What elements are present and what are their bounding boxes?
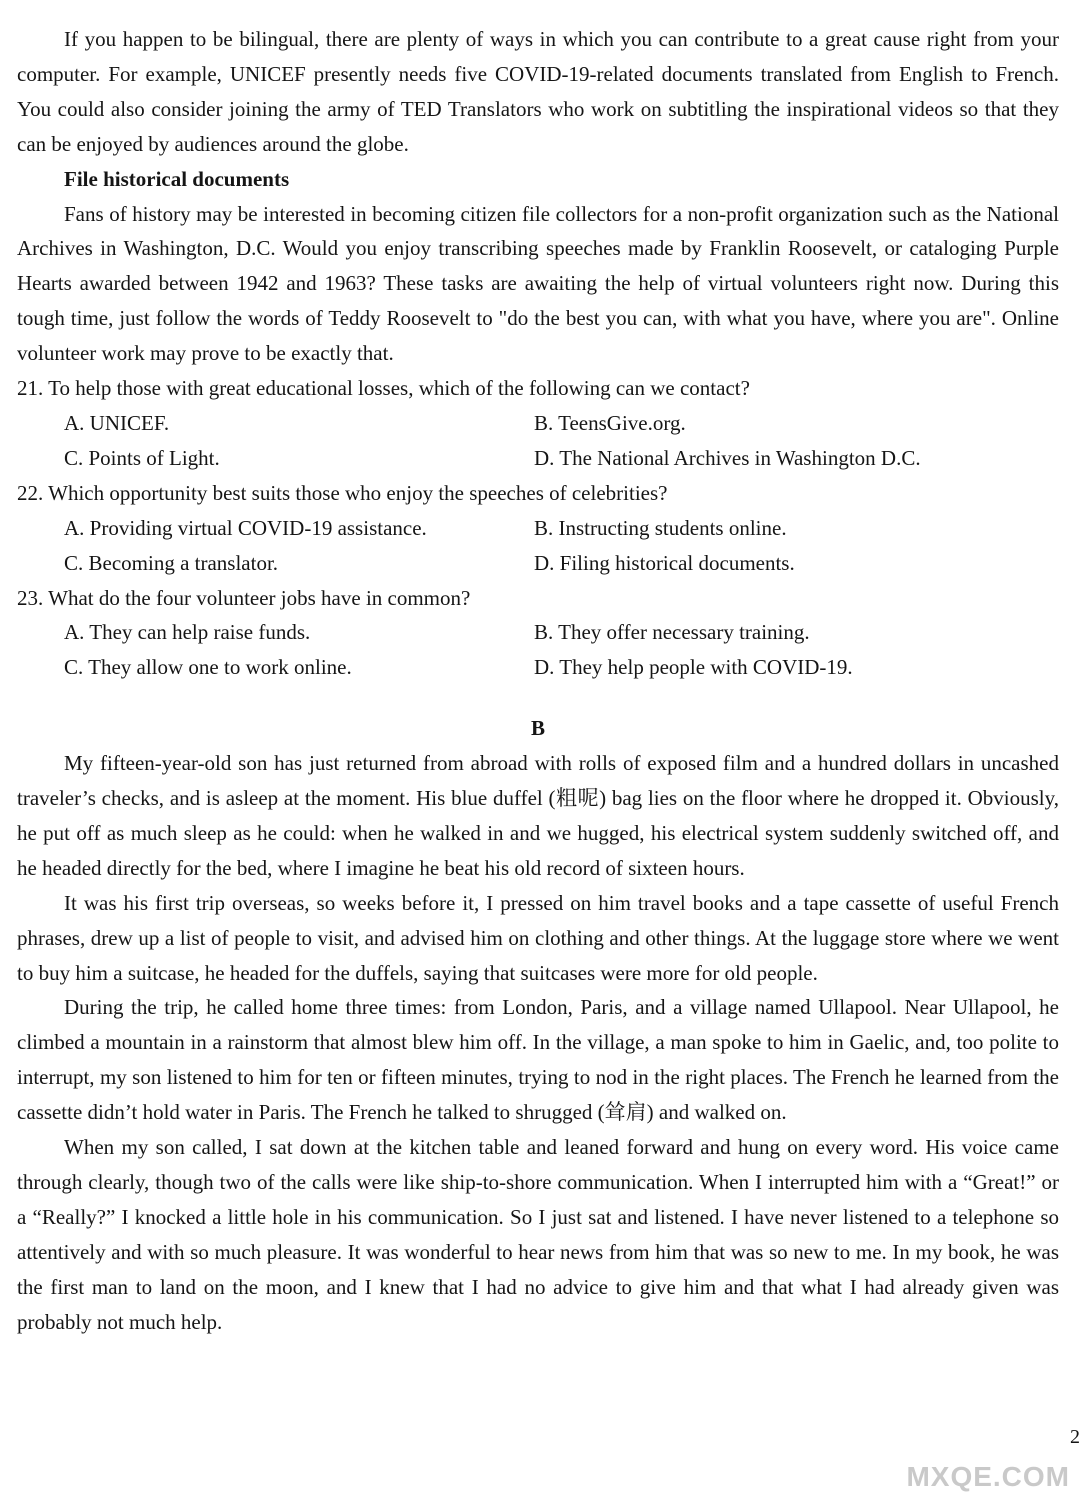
section-b-heading: B [530,716,545,741]
option-row [17,441,1059,476]
page-content [17,22,1059,1340]
paragraph-b-1: My fifteen-year-old son has just returned from abroad with rolls of exposed film and a hundred dollars in uncashed traveler’s checks, and is asleep at the moment. His blue duffel (粗呢) bag lies on the floor where he dropped it. Obviously, he put off as much sleep as he could: when he walked in and we hugged, his electrical system suddenly switched off, and he headed directly for the bed, where I imagine he beat his old record of sixteen hours. [17,751,1059,880]
paragraph-b-3: During the trip, he called home three times: from London, Paris, and a village named Ullapool. Near Ullapool, he climbed a mountain in a rainstorm that almost blew him off. In the village, a man spoke to him in Gaelic, and, too polite to interrupt, my son listened to him for ten or fifteen minutes, trying to nod in the right places. The French he learned from the cassette didn’t hold water in Paris. The French he talked to shrugged (耸肩) and walked on. [17,995,1059,1125]
option-row [17,546,1059,581]
question-21 [17,371,1059,476]
question-stem: 21. To help those with great educational losses, which of the following can we contact? [17,376,750,401]
option-c: C. Points of Light. [64,445,220,470]
page-number: 2 [1070,1426,1080,1449]
question-23 [17,581,1059,686]
paragraph-b-4: When my son called, I sat down at the kitchen table and leaned forward and hung on every word. His voice came through clearly, though two of the calls were like ship-to-shore communication. When I interrupted him with a “Great!” or a “Really?” I knocked a little hole in his communication. So I just sat and listened. I have never listened to a telephone so attentively and with so much pleasure. It was wonderful to hear news from him that was so new to me. In my book, he was the first man to land on the moon, and I knew that I had no advice to give him and that what I had already given was probably not much help. [17,1135,1059,1334]
paragraph-file-documents: Fans of history may be interested in becoming citizen file collectors for a non-profit organization such as the National Archives in Washington, D.C. Would you enjoy transcribing speeches made by Franklin Roosevelt, or cataloging Purple Hearts awarded between 1942 and 1963? These tasks are awaiting the help of virtual volunteers right now. During this tough time, just follow the words of Teddy Roosevelt to "do the best you can, with what you have, where you are". Online volunteer work may prove to be exactly that. [17,201,1059,366]
option-c: C. They allow one to work online. [64,655,352,680]
option-row [17,406,1059,441]
option-b: B. TeensGive.org. [534,410,686,435]
option-c: C. Becoming a translator. [64,550,279,575]
heading-file-historical-documents: File historical documents [64,166,290,191]
option-a: A. Providing virtual COVID-19 assistance. [64,515,427,540]
option-a: A. UNICEF. [64,410,170,435]
option-d: D. The National Archives in Washington D.C. [534,445,921,470]
question-22 [17,476,1059,581]
site-watermark: MXQE.COM [906,1461,1070,1493]
paragraph-b-2: It was his first trip overseas, so weeks before it, I pressed on him travel books and a tape cassette of useful French phrases, drew up a list of people to visit, and advised him on clothing and other things. At the luggage store where we went to buy him a suitcase, he headed for the duffels, saying that suitcases were more for old people. [17,890,1059,985]
option-row [17,650,1059,685]
question-stem: 22. Which opportunity best suits those who enjoy the speeches of celebrities? [17,480,668,505]
option-b: B. Instructing students online. [534,515,787,540]
option-d: D. They help people with COVID-19. [534,655,853,680]
option-row [17,511,1059,546]
paragraph-translator: If you happen to be bilingual, there are plenty of ways in which you can contribute to a great cause right from your computer. For example, UNICEF presently needs five COVID-19-related documents translated from English to French. You could also consider joining the army of TED Translators who work on subtitling the inspirational videos so that they can be enjoyed by audiences around the globe. [17,27,1059,156]
option-a: A. They can help raise funds. [64,620,311,645]
question-stem: 23. What do the four volunteer jobs have in common? [17,585,471,610]
option-b: B. They offer necessary training. [534,620,810,645]
option-d: D. Filing historical documents. [534,550,795,575]
option-row [17,615,1059,650]
